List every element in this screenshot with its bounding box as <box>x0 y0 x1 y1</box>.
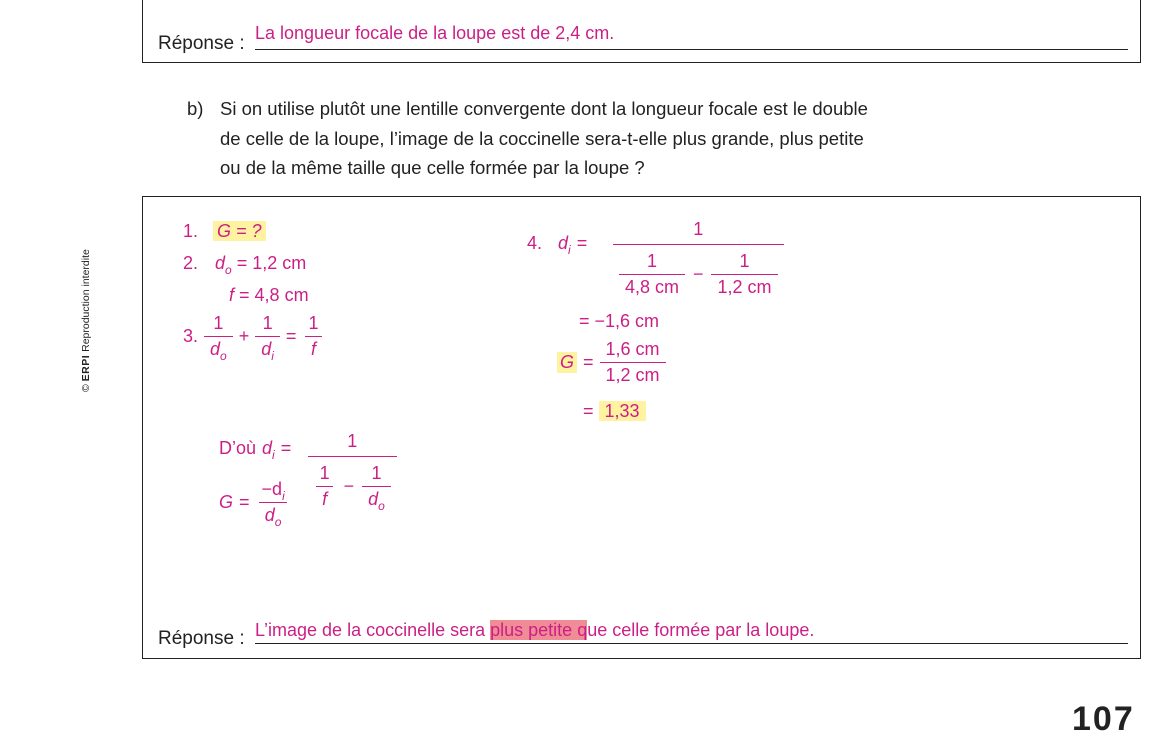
question-b <box>187 94 1047 183</box>
answer-highlight: plus petite q <box>490 620 588 640</box>
minus-sign: − <box>343 476 355 496</box>
frac-neg-di-over-do <box>256 479 291 529</box>
step-1 <box>183 221 266 242</box>
step-2-d-value: = 1,2 cm <box>236 253 307 273</box>
compound-num: 1 <box>693 219 704 239</box>
equals-sign: = <box>583 352 594 372</box>
frac-num-sub: i <box>282 489 285 503</box>
bottom-answer-text <box>255 620 814 641</box>
step-4-magnification <box>557 339 666 386</box>
frac-num: −d <box>261 479 283 499</box>
step-2-number: 2. <box>183 253 199 273</box>
frac-num: 1 <box>262 313 273 333</box>
frac-den-d: d <box>368 489 379 509</box>
frac-den: 4,8 cm <box>619 274 685 298</box>
frac-den-sub: o <box>220 349 227 363</box>
frac-den: 1,2 cm <box>600 362 666 386</box>
frac-1-over-di <box>255 313 280 363</box>
frac-num: 1,6 cm <box>605 339 660 359</box>
di-var: d <box>558 233 569 253</box>
page-number: 107 <box>1072 700 1135 738</box>
frac-den-sub: i <box>271 349 274 363</box>
step-2-f-var: f <box>229 285 235 305</box>
brand-logo: ERPI <box>80 354 92 382</box>
di-sub: i <box>272 448 275 462</box>
equals-sign: = <box>285 326 297 346</box>
equals-sign: = <box>576 233 588 253</box>
frac-den-sub: o <box>274 515 282 529</box>
frac-1-over-f <box>314 463 336 510</box>
step-2-d-sub: o <box>225 263 232 277</box>
dou-label: D’où <box>219 438 257 458</box>
frac-num: 1 <box>739 251 750 271</box>
minus-sign: − <box>692 264 704 284</box>
frac-num: 1 <box>646 251 657 271</box>
g-var: G <box>219 492 234 512</box>
step-3-magnification <box>219 479 291 529</box>
di-var: d <box>262 438 273 458</box>
step-4-result: = −1,6 cm <box>579 311 660 331</box>
top-answer-box <box>142 0 1141 63</box>
final-value: 1,33 <box>599 401 646 421</box>
frac-den-d: d <box>261 339 272 359</box>
question-line-1: Si on utilise plutôt une lentille convergente dont la longueur focale est le double <box>220 98 868 119</box>
question-line-3: ou de la même taille que celle formée par la loupe ? <box>220 157 645 178</box>
step-2-d-var: d <box>215 253 226 273</box>
step-1-expression: G = ? <box>213 221 266 241</box>
bottom-answer-label: Réponse : <box>158 628 245 649</box>
copyright-symbol: © <box>80 384 92 392</box>
frac-den: 1,2 cm <box>711 274 777 298</box>
step-1-number: 1. <box>183 221 199 241</box>
step-3 <box>183 313 324 363</box>
answer-part-1: L’image de la coccinelle sera <box>255 620 491 640</box>
g-var: G <box>557 352 577 373</box>
frac-1-over-do <box>204 313 233 363</box>
step-3-number: 3. <box>183 326 199 346</box>
compound-num: 1 <box>347 431 358 451</box>
frac-num: 1 <box>213 313 224 333</box>
step-2-f <box>229 285 309 306</box>
equals-sign: = <box>583 401 594 421</box>
compound-fraction <box>297 431 407 513</box>
answer-part-3: ue celle formée par la loupe. <box>587 620 815 640</box>
solution-box <box>142 196 1141 659</box>
equals-sign: = <box>280 438 292 458</box>
question-label: b) <box>187 98 204 119</box>
frac-1-over-48 <box>619 251 685 298</box>
top-answer-line <box>255 49 1128 50</box>
sidebar-copyright <box>80 249 92 392</box>
frac-1-over-do <box>362 463 391 513</box>
frac-1-over-12 <box>711 251 777 298</box>
frac-num: 1 <box>308 313 319 333</box>
di-sub: i <box>568 243 571 257</box>
top-answer-text: La longueur focale de la loupe est de 2,4 cm. <box>255 23 615 43</box>
frac-num: 1 <box>319 463 330 483</box>
frac-den-sub: o <box>378 499 385 513</box>
frac-1-over-f <box>302 313 324 360</box>
bottom-answer-line <box>255 643 1128 644</box>
step-4-final <box>583 401 646 422</box>
step-4-number: 4. <box>527 233 543 253</box>
plus-sign: + <box>238 326 250 346</box>
reproduction-text: Reproduction interdite <box>80 249 92 352</box>
frac-num: 1 <box>371 463 382 483</box>
frac-den-f: f <box>316 486 333 510</box>
compound-fraction-4 <box>593 219 803 298</box>
top-answer-label: Réponse : <box>158 33 245 54</box>
question-line-2: de celle de la loupe, l’image de la coccinelle sera-t-elle plus grande, plus petite <box>220 127 864 149</box>
step-2 <box>183 253 307 277</box>
step-2-f-value: = 4,8 cm <box>239 285 309 305</box>
frac-16-over-12 <box>600 339 666 386</box>
frac-den-d: d <box>210 339 221 359</box>
equals-sign: = <box>239 492 250 512</box>
step-4 <box>527 219 803 298</box>
frac-den-f: f <box>305 336 322 360</box>
frac-den-d: d <box>264 505 275 525</box>
